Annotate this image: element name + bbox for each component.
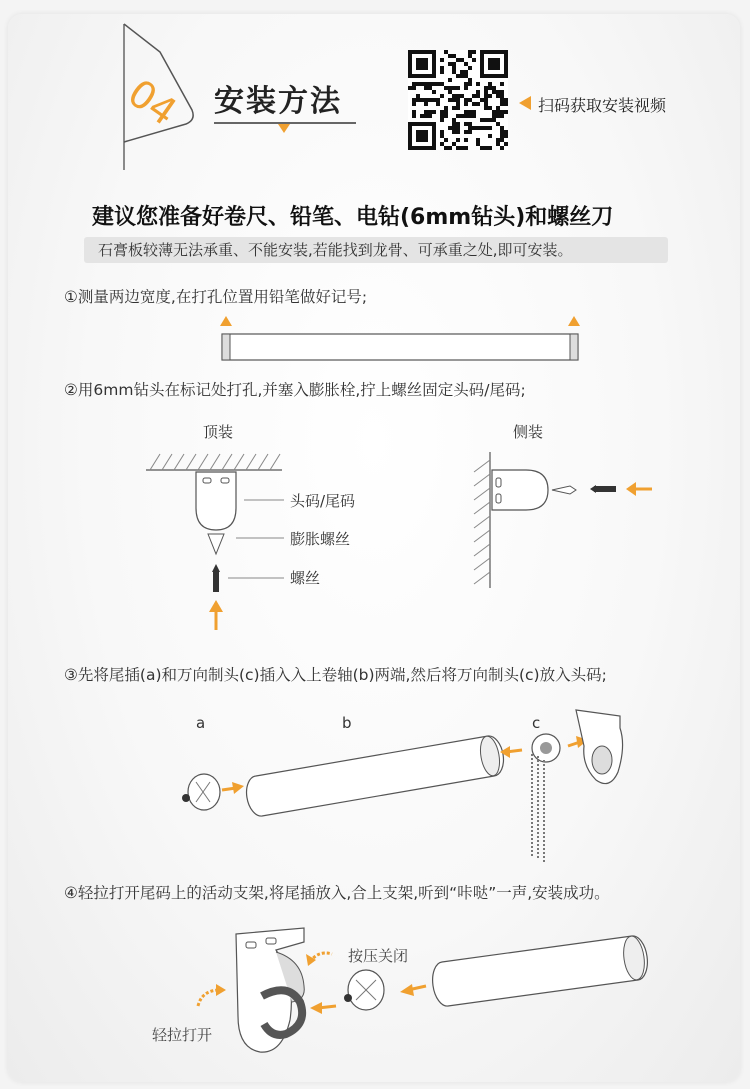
- step-badge: [120, 22, 200, 172]
- warning-note: 石膏板较薄无法承重、不能安装,若能找到龙骨、可承重之处,即可安装。: [84, 237, 668, 263]
- end-plug-icon: [182, 774, 220, 810]
- part-c-label: c: [532, 714, 541, 732]
- insert-arrow-left-2-icon: [310, 1002, 322, 1014]
- arrow-left-icon: [519, 96, 531, 110]
- mark-arrow-right-icon: [568, 316, 580, 326]
- step-1-text: ①测量两边宽度,在打孔位置用铅笔做好记号;: [64, 288, 368, 306]
- qr-code-icon[interactable]: [408, 50, 508, 150]
- assembly-illustration: [170, 706, 650, 876]
- top-mount-illustration: [140, 448, 290, 638]
- callout-head-tail: 头码/尾码: [290, 492, 356, 510]
- anchor-icon: [208, 534, 224, 554]
- clutch-icon: [532, 734, 560, 862]
- screw-side-icon: [594, 486, 616, 492]
- roller-tube-2: [433, 936, 648, 1006]
- measure-illustration: [210, 312, 590, 372]
- insert-arrow-left-3-icon: [400, 984, 414, 996]
- title-arrow-icon: [278, 124, 290, 133]
- side-mount-illustration: [466, 446, 666, 596]
- roller-tube: [247, 736, 504, 816]
- callout-anchor: 膨胀螺丝: [290, 530, 351, 548]
- bracket-side: [492, 470, 548, 510]
- page-title: 安装方法: [214, 84, 342, 119]
- window-frame: [222, 334, 578, 360]
- bracket-head: [196, 472, 236, 530]
- top-mount-label: 顶装: [203, 423, 234, 441]
- qr-caption: 扫码获取安装视频: [538, 96, 667, 115]
- step-badge-number: 04: [119, 70, 185, 135]
- callout-screw: 螺丝: [290, 569, 321, 587]
- tools-headline: 建议您准备好卷尺、铅笔、电钻(6mm钻头)和螺丝刀: [92, 205, 614, 230]
- press-close-label: 按压关闭: [348, 947, 409, 965]
- pull-open-arrow-icon: [216, 984, 226, 996]
- push-arrow-icon: [209, 600, 223, 612]
- push-arrow-left-icon: [626, 482, 636, 496]
- side-mount-label: 侧装: [513, 423, 544, 441]
- step-4-text: ④轻拉打开尾码上的活动支架,将尾插放入,合上支架,听到“咔哒”一声,安装成功。: [64, 884, 610, 902]
- pull-open-label: 轻拉打开: [152, 1026, 213, 1044]
- part-a-label: a: [196, 714, 206, 732]
- step-2-text: ②用6mm钻头在标记处打孔,并塞入膨胀栓,拧上螺丝固定头码/尾码;: [64, 381, 526, 399]
- part-b-label: b: [342, 714, 352, 732]
- end-plug-2-icon: [344, 970, 384, 1010]
- mark-arrow-left-icon: [220, 316, 232, 326]
- screw-icon: [213, 572, 219, 592]
- step-3-text: ③先将尾插(a)和万向制头(c)插入入上卷轴(b)两端,然后将万向制头(c)放入头码;: [64, 666, 607, 684]
- final-install-illustration: [180, 920, 660, 1070]
- insert-arrow-icon: [232, 782, 244, 794]
